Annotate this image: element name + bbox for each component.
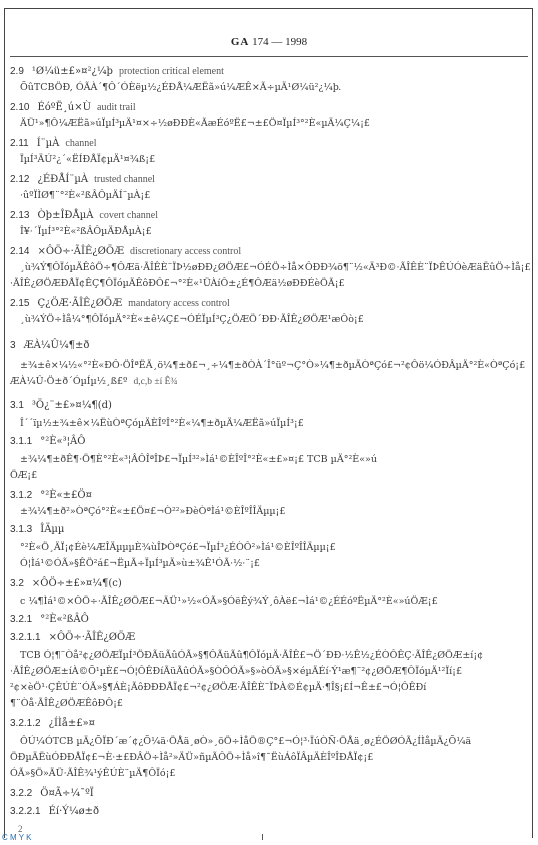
body-text-line <box>20 118 370 130</box>
section-heading <box>10 174 155 186</box>
line-text: °²È«±£Ö¤ <box>40 490 92 501</box>
section-number: 2.13 <box>10 210 30 221</box>
section-number: 2.14 <box>10 246 30 257</box>
line-text: ÆÀ¼Û¼¶±ð <box>23 340 90 351</box>
page-header <box>0 36 538 48</box>
section-heading <box>10 718 95 730</box>
section-heading <box>10 298 230 310</box>
standard-number: 174 <box>252 36 269 48</box>
line-text: ¶¨Òå·ÃÎÊ¿ØÖÆÊôÐÔ¡£ <box>10 698 123 709</box>
line-text: ÆÀ¼Û·Ö±ð´ÓµÍµ½¸ß£º <box>10 376 128 387</box>
body-text-line <box>10 682 426 694</box>
body-text-line <box>20 190 150 202</box>
line-text: ·ûºÏÌØ¶¨°²È«²ßÂÔµÄÍ¨µÀ¡£ <box>20 190 151 201</box>
section-number: 3.1.3 <box>10 524 33 535</box>
page-number: 2 <box>18 824 23 834</box>
section-number: 3.2.2 <box>10 788 33 799</box>
standard-year: 1998 <box>285 36 308 48</box>
body-text-line <box>10 278 345 290</box>
body-text-line <box>20 558 260 570</box>
line-text: ÔÚ¼ÓTCB µÄ¿ÕÏÐ´æ´¢¿Õ¼ä·ÖÅä¸øÒ»¸öÖ÷ÌåÖ®Ç°£¬Ó¦³·ÏúÒÑ·ÖÅä¸ø¿ÉÖØÓÃ¿ÍÌåµÄ¿Õ¼ä <box>20 736 472 747</box>
line-text: ³Ö¿¨±£»¤¼¶(d) <box>31 400 112 411</box>
line-text: ×ÔÖ÷·ÃÎÊ¿ØÖÆ <box>37 246 125 257</box>
section-heading <box>10 578 122 590</box>
body-text-line <box>20 418 304 430</box>
line-text: ÄÜ¹»¶Ô¼ÆËã»úÏµÍ³µÄ¹¤×÷½øÐÐÈ«ÃæÉóºË£¬±£Ö¤ÏµÍ³°²È«µÄ¼Ç¼¡£ <box>20 118 370 129</box>
section-heading <box>10 246 241 258</box>
line-text: Ö¤Ã÷¼¯ºÏ <box>40 788 94 799</box>
line-text: ¸ù¾Ý¶ÔÏóµÄÊôÖ÷¶ÔÆä·ÃÎÊÈ¨ÏÞ½øÐÐ¿ØÖÆ£¬ÓÉÖ÷Ìå×ÔÐÐ¾ö¶¨½«Ä³Ð©·ÃÎÊÈ¨ÏÞÊÚÓèÆäËûÖ÷Ìå¡£ <box>20 262 531 273</box>
body-text-line <box>20 262 531 274</box>
section-heading <box>10 400 112 412</box>
section-number: 3.2 <box>10 578 24 589</box>
header-dash: — <box>271 36 283 48</box>
section-heading <box>10 490 92 502</box>
line-text: ÎÄµµ <box>40 524 65 535</box>
section-heading <box>10 436 85 448</box>
section-heading <box>10 102 136 114</box>
section-heading <box>10 614 89 626</box>
section-heading <box>10 66 224 78</box>
line-text: ¹Ø¼ü±£»¤²¿¼þ <box>31 66 113 77</box>
section-number: 3.2.1.2 <box>10 718 41 729</box>
page-border-right <box>532 8 533 838</box>
line-text: ×ÔÖ÷·ÃÎÊ¿ØÖÆ <box>48 632 136 643</box>
body-text-line <box>20 360 525 372</box>
line-text: ¿ÉÐÅÍ¨µÀ <box>37 174 89 185</box>
section-heading <box>10 210 158 222</box>
body-text-line <box>10 698 123 710</box>
bottom-crop-tick <box>262 834 263 840</box>
line-text: ÕûTCBÖÐ, ÓÃÀ´¶Ô´ÓÈëµ½¿ÉÐÅ¼ÆËã»ú¼ÆÊ×Ã÷µÄ¹Ø¼ü²¿¼þ. <box>20 82 342 93</box>
body-text-line <box>20 454 377 466</box>
color-registration-mark: C M Y K <box>2 833 32 842</box>
line-text: Í¨µÀ <box>36 138 60 149</box>
section-heading <box>10 138 97 150</box>
line-text: c ¼¶Ìá¹©×ÔÖ÷·ÃÎÊ¿ØÖÆ£¬ÄÜ¹»½«ÓÃ»§ÓëÊý¾Ý¸ôÀë£¬Ìá¹©¿ÉÉóºËµÄ°²È«»úÖÆ¡£ <box>20 596 438 607</box>
section-heading <box>10 632 135 644</box>
body-text-line <box>20 650 483 662</box>
body-text-line <box>10 752 373 764</box>
page-border-left <box>4 8 5 838</box>
body-text-line <box>20 82 341 94</box>
section-number: 3.2.1 <box>10 614 33 625</box>
section-number: 2.10 <box>10 102 30 113</box>
body-text-line <box>10 376 178 388</box>
line-text: °²È«²ßÂÔ <box>40 614 89 625</box>
body-text-line <box>10 666 462 678</box>
line-text: ×ÔÖ÷±£»¤¼¶(c) <box>31 578 122 589</box>
header-rule <box>10 56 528 57</box>
line-text: ±¾¼¶±ðÊ¶·Ö¶È°²È«³¦ÂÔÎªÎÞ£¬ÏµÍ³²»Ìá¹©ÈÎºÎ°²È«±£»¤¡£ TCB µÄ°²È«»ú <box>20 454 377 465</box>
section-number: 3.1.1 <box>10 436 33 447</box>
line-text: ÖÐµÄËùÓÐÐÅÏ¢£¬È·±£ÐÂÖ÷Ìå²»ÄÜ»ñµÃÔÖ÷Ìå»î¶¯ËùÁôÏÂµÄÈÎºÎÐÅÏ¢¡£ <box>10 752 374 763</box>
line-text: ¸ù¾ÝÖ÷Ìå¼°¶ÔÏóµÄ°²È«±ê¼Ç£¬ÓÉÏµÍ³Ç¿ÖÆÖ´ÐÐ·ÃÎÊ¿ØÖÆ¹æÔò¡£ <box>20 314 364 325</box>
section-number: 3.2.2.1 <box>10 806 41 817</box>
body-text-line <box>20 154 155 166</box>
section-heading <box>10 788 94 800</box>
section-number: 2.12 <box>10 174 30 185</box>
line-text: Éí·Ý¼ø±ð <box>48 806 99 817</box>
section-number: 2.9 <box>10 66 24 77</box>
body-text-line <box>20 736 471 748</box>
body-text-line <box>10 768 175 780</box>
line-text: °²È«Ö¸ÄÏ¡¢Éè¼ÆÎÄµµµÈ¾ùÎÞÒªÇó£¬ÏµÍ³¿ÉÒÔ²»Ìá¹©ÈÎºÎÎÄµµ¡£ <box>20 542 336 553</box>
english-term: protection critical element <box>118 66 224 77</box>
line-text: ²¢×èÖ¹·ÇÊÚÈ¨ÓÃ»§¶ÁÈ¡ÃôÐÐÐÅÏ¢£¬²¢¿ØÖÆ·ÃÎÊÈ¨ÏÞÀ©É¢µÄ·¶Î§¡£Í¬Ê±£¬Ó¦ÔÊÐí <box>10 682 427 693</box>
body-text-line <box>20 596 438 608</box>
line-text: ·ÃÎÊ¿ØÖÆÐÅÏ¢ÊÇ¶ÔÏóµÄÊôÐÔ£¬°²È«¹ÜÀíÔ±¿É¶ÔÆä½øÐÐÉèÖÃ¡£ <box>10 278 345 289</box>
page-border-top <box>4 8 533 9</box>
section-heading <box>10 340 89 352</box>
line-text: ¿ÍÌå±£»¤ <box>48 718 96 729</box>
body-text-line <box>20 314 364 326</box>
section-number: 3.1.2 <box>10 490 33 501</box>
line-text: TCB Ó¦¶¨Òå²¢¿ØÖÆÏµÍ³ÖÐÃüÃûÓÃ»§¶ÔÃüÃû¶ÔÏóµÄ·ÃÎÊ£¬Ö´ÐÐ·½Ê½¿ÉÒÔÊÇ·ÃÎÊ¿ØÖÆ±í¡¢ <box>20 650 484 661</box>
body-text-line <box>20 506 285 518</box>
line-text: Î¥·´ÏµÍ³°²È«²ßÂÔµÄÐÅµÀ¡£ <box>20 226 152 237</box>
section-number: 2.11 <box>10 138 29 149</box>
section-heading <box>10 524 64 536</box>
section-number: 3.2.1.1 <box>10 632 41 643</box>
body-text-line <box>10 470 37 482</box>
section-number: 3.1 <box>10 400 24 411</box>
english-term: channel <box>65 138 97 149</box>
line-text: Òþ±ÎÐÅµÀ <box>37 210 94 221</box>
section-number: 3 <box>10 340 16 351</box>
line-text: ·ÃÎÊ¿ØÖÆ±íÀ©Õ¹µÈ£¬Ó¦ÔÊÐíÃüÃûÓÃ»§ÒÔÓÃ»§»òÓÃ»§×éµÄÉí·Ý¹æ¶¨²¢¿ØÖÆ¶ÔÏóµÄ¹²Ïí¡£ <box>10 666 462 677</box>
english-term: d,c,b ±í Ê¾ <box>133 377 178 387</box>
body-text-line <box>20 226 152 238</box>
section-heading <box>10 806 99 818</box>
line-text: °²È«³¦ÂÔ <box>40 436 86 447</box>
line-text: ±¾±ê×¼½«°²È«ÐÔ·ÖÎªËÄ¸ö¼¶±ð£¬¸÷¼¶±ðÒÀ´Î°üº¬Ç°Ò»¼¶±ðµÄÒªÇó£¬²¢Ôö¼ÓÐÂµÄ°²È«ÒªÇó¡£ <box>20 360 526 371</box>
line-text: ÉóºË¸ú×Ù <box>37 102 92 113</box>
line-text: Ç¿ÖÆ·ÃÎÊ¿ØÖÆ <box>37 298 123 309</box>
line-text: ±¾¼¶±ð²»ÒªÇó°²È«±£Ö¤£¬Ò²²»ÐèÒªÌá¹©ÈÎºÎÎÄµµ¡£ <box>20 506 286 517</box>
english-term: trusted channel <box>94 174 155 185</box>
line-text: ÓÃ»§Ö»ÄÜ·ÃÎÊ¾¹ýÊÚÈ¨µÄ¶ÔÏó¡£ <box>10 768 176 779</box>
english-term: mandatory access control <box>128 298 230 309</box>
body-text-line <box>20 542 336 554</box>
line-text: ÖÆ¡£ <box>10 470 38 481</box>
english-term: audit trail <box>97 102 136 113</box>
line-text: Î´´ïµ½±¾±ê×¼ËùÒªÇóµÄÈÎºÎ°²È«¼¶±ðµÄ¼ÆËã»úÏµÍ³¡£ <box>20 418 304 429</box>
english-term: covert channel <box>99 210 159 221</box>
line-text: Ó¦Ìá¹©ÓÃ»§ÊÖ²á£¬ËµÃ÷ÏµÍ³µÄ»ù±¾Ê¹ÓÃ·½·¨¡£ <box>20 558 260 569</box>
line-text: ÏµÍ³ÄÚ²¿´«ËÍÐÅÏ¢µÄ¹¤¾ß¡£ <box>20 154 156 165</box>
standard-code: GA <box>230 36 250 48</box>
section-number: 2.15 <box>10 298 30 309</box>
english-term: discretionary access control <box>130 246 242 257</box>
